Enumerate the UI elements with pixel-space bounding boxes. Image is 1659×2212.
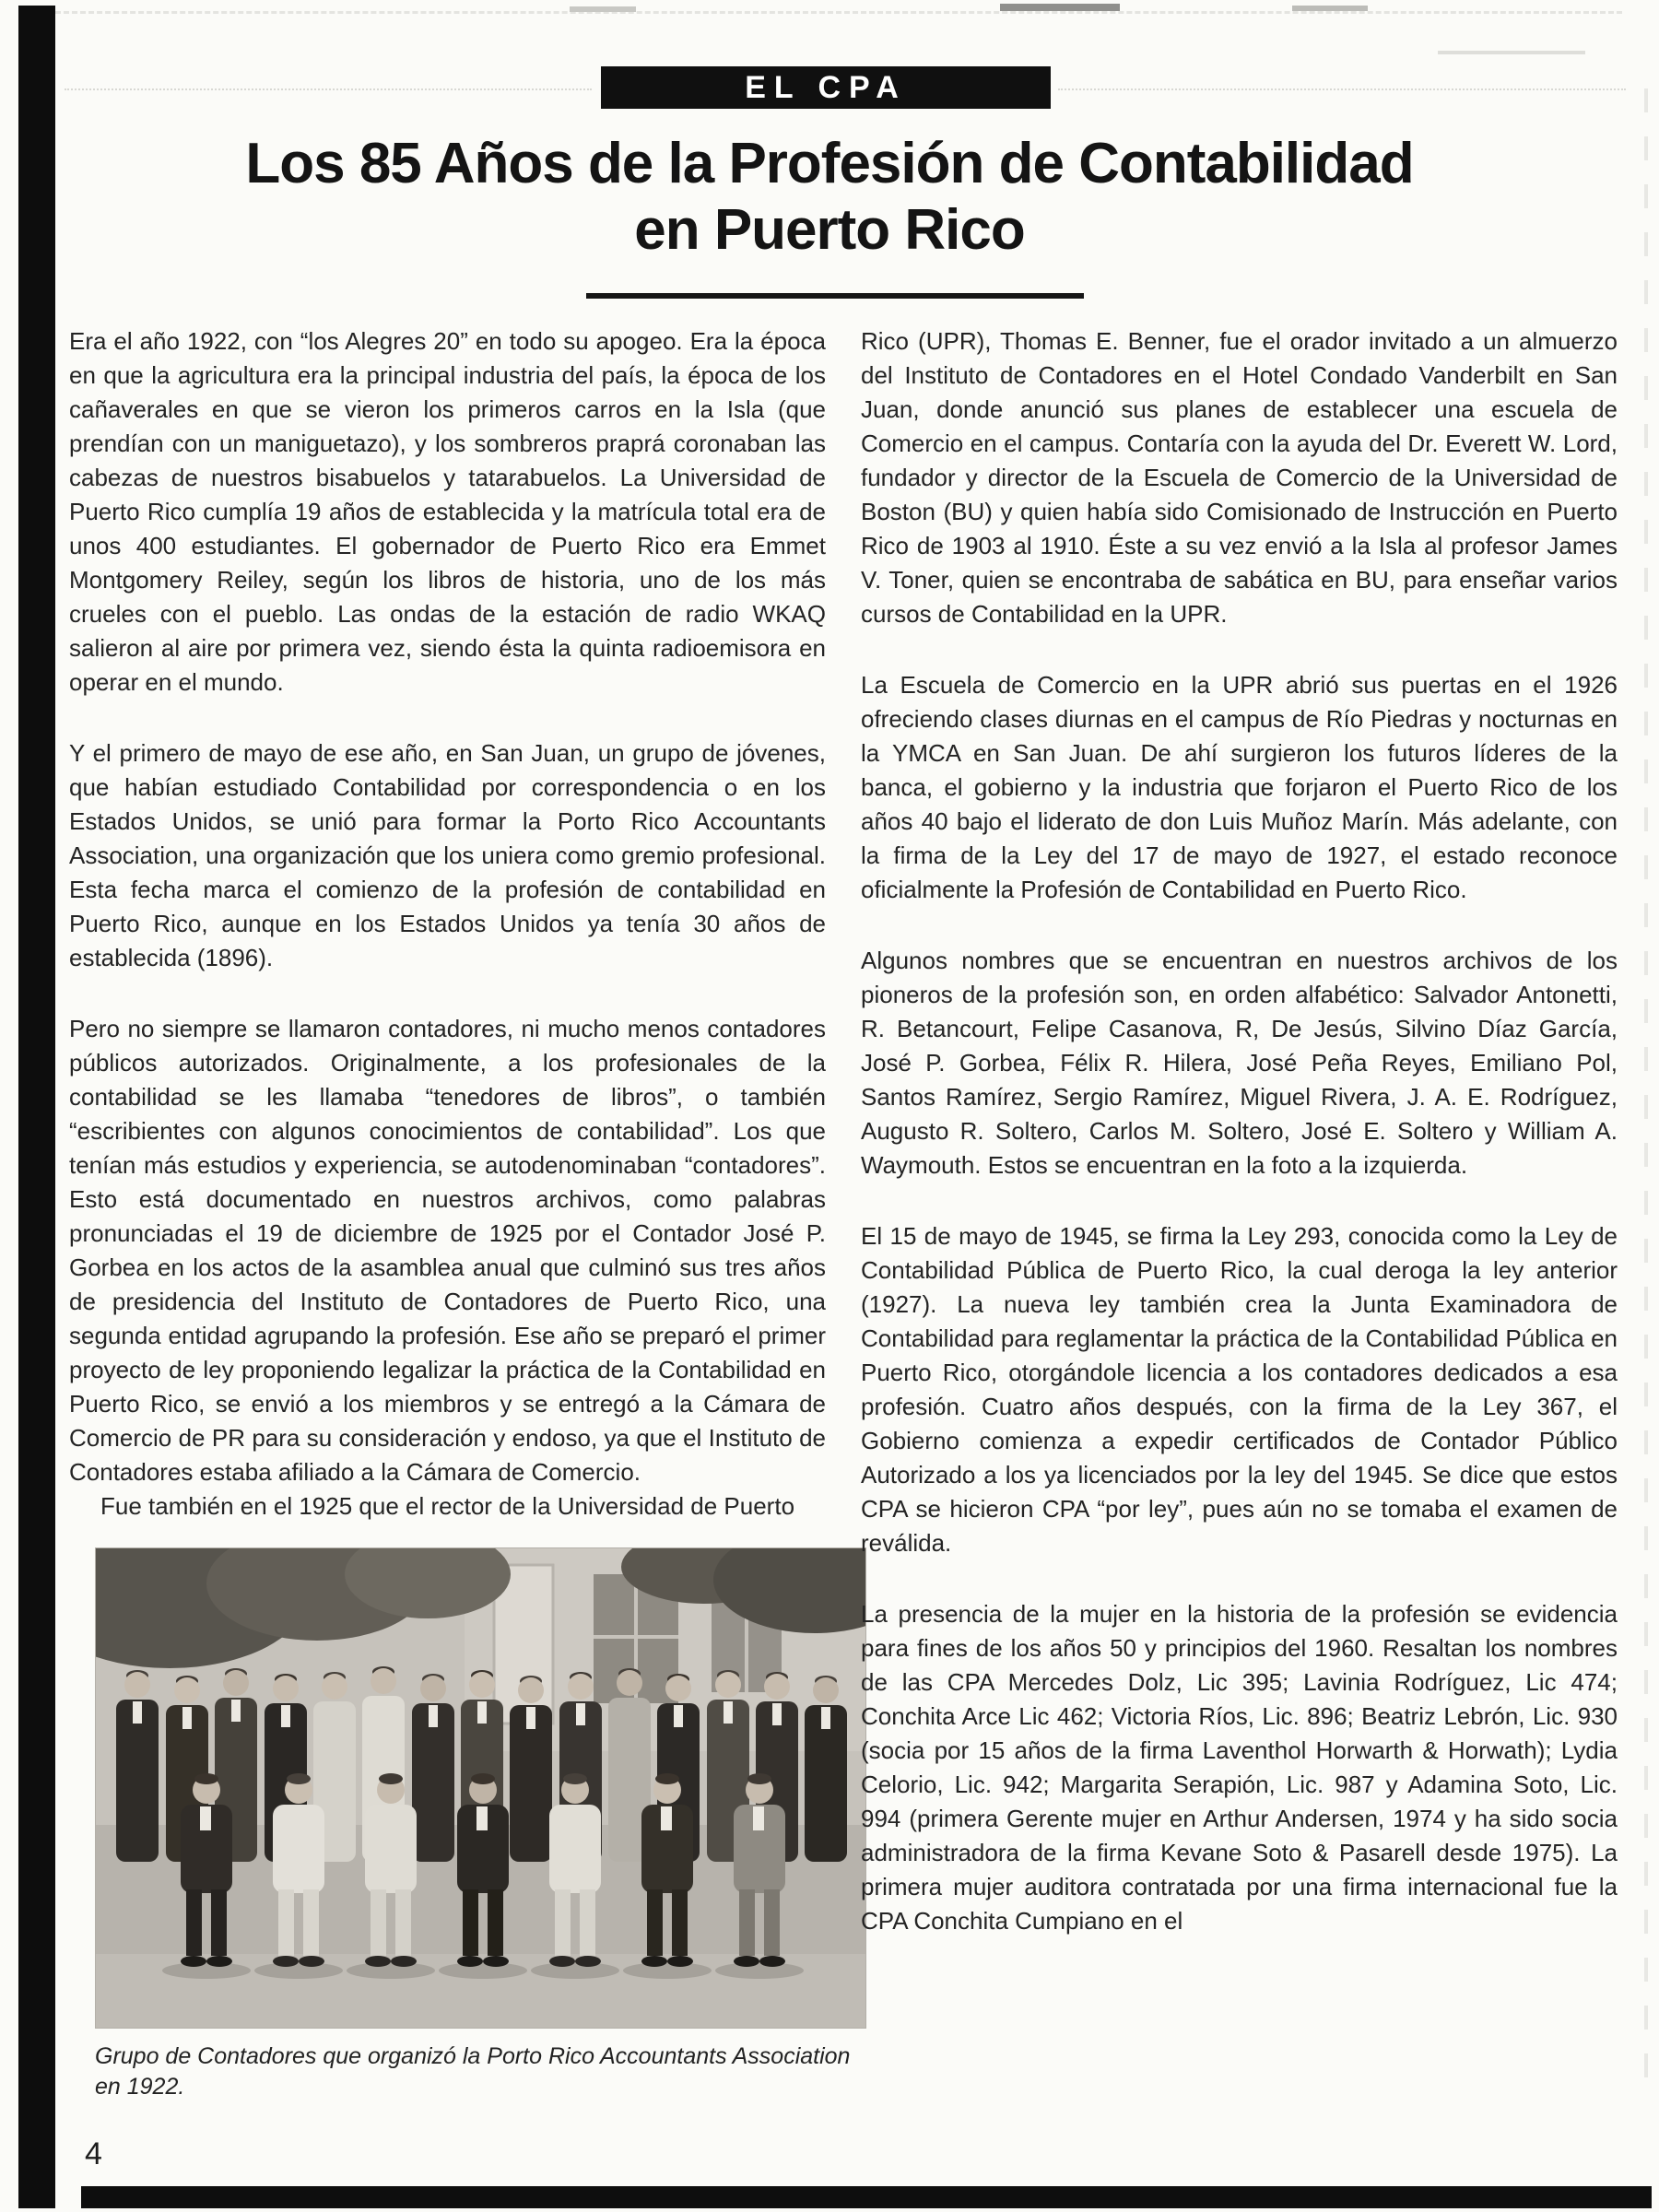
section-banner [601,66,1051,109]
page-number: 4 [85,2136,102,2171]
right-column [861,324,1618,2102]
article-title-line2: en Puerto Rico [634,197,1025,262]
scan-artifact [1644,65,1648,2092]
article-body [69,324,1618,2102]
scan-artifact [1000,4,1120,11]
section-banner-label: EL CPA [745,69,907,105]
article-title-line1: Los 85 Años de la Profesión de Contabilidad [245,132,1414,195]
left-column [69,324,851,2102]
scan-artifact [1292,6,1368,11]
photo-caption: Grupo de Contadores que organizó la Porto Rico Accountants Association en 1922. [95,2043,851,2100]
paragraph: El 15 de mayo de 1945, se firma la Ley 293, conocida como la Ley de Contabilidad Pública de Puerto Rico, la cual deroga la ley anterior (1927). La nueva ley también crea la Junta Examinadora de Contabilidad para reglamentar la práctica de la Contabilidad Pública en Puerto Rico, otorgándole licencia a los contadores dedicados a esa profesión. Cuatro años después, con la firma de la Ley 367, el Gobierno comienza a expedir certificados de Contador Público Autorizado a los ya licenciados por la ley del 1945. Se dice que estos CPA se hicieron CPA “por ley”, pues aún no se tomaba el examen de reválida. [861,1222,1618,1557]
banner-rule-right [1058,88,1626,90]
paragraph: Era el año 1922, con “los Alegres 20” en todo su apogeo. Era la época en que la agricultura era la principal industria del país, la época de los cañaverales en que se vieron los primeros carros en la Isla (que prendían con un maniguetazo), y los sombreros praprá coronaban las cabezas de nuestros bisabuelos y tatarabuelos. La Universidad de Puerto Rico cumplía 19 años de establecida y la matrícula total era de unos 400 estudiantes. El gobernador de Puerto Rico era Emmet Montgomery Reiley, según los libros de historia, uno de los más crueles con el pueblo. Las ondas de la estación de radio WKAQ salieron al aire por primera vez, siendo ésta la quinta radioemisora en operar en el mundo. [69,327,826,696]
group-photo-image [95,1547,866,2029]
article-title [0,131,1659,264]
left-border-bar [18,6,55,2208]
paragraph: La presencia de la mujer en la historia de la profesión se evidencia para fines de los años 50 y principios del 1960. Resaltan los nombres de las CPA Mercedes Dolz, Lic 395; Lavinia Rodríguez, Lic 474; Conchita Arce Lic 462; Victoria Ríos, Lic. 896; Beatriz Lebrón, Lic. 930 (socia por 15 años de la firma Laventhol Horwarth & Horwath); Lydia Celorio, Lic. 942; Margarita Serapión, Lic. 987 y Adamina Soto, Lic. 994 (primera Gerente mujer en Arthur Andersen, 1974 y ha sido socia administradora de la firma Kevane Soto & Pasarell desde 1975). La primera mujer auditora contratada por una firma internacional fue la CPA Conchita Cumpiano en el [861,1600,1618,1935]
group-photo-figure [95,1547,865,2102]
paragraph: Pero no siempre se llamaron contadores, ni mucho menos contadores públicos autorizados. Originalmente, a los profesionales de la contabilidad se les llamaba “tenedores de libros”, o también “escribientes con algunos conocimientos de contabilidad”. Los que tenían más estudios y experiencia, se autodenominaban “contadores”. Esto está documentado en nuestros archivos, como palabras pronunciadas el 19 de diciembre de 1925 por el Contador José P. Gorbea en los actos de la asamblea anual que culminó sus tres años de presidencia del Instituto de Contadores de Puerto Rico, una segunda entidad agrupando la profesión. Ese año se preparó el primer proyecto de ley proponiendo legalizar la práctica de la Contabilidad en Puerto Rico, se envió a los miembros y se entregó a la Cámara de Comercio de PR para su consideración y endoso, ya que el Instituto de Contadores estaba afiliado a la Cámara de Comercio. [69,1015,826,1486]
banner-rule-left [65,88,592,90]
scan-artifact [570,6,636,12]
paragraph: Y el primero de mayo de ese año, en San Juan, un grupo de jóvenes, que habían estudiado Contabilidad por correspondencia o en los Estados Unidos, se unió para formar la Porto Rico Accountants Association, una organización que los uniera como gremio profesional. Esta fecha marca el comienzo de la profesión de contabilidad en Puerto Rico, aunque en los Estados Unidos ya tenía 30 años de establecida (1896). [69,739,826,971]
bottom-border-bar [81,2186,1652,2208]
title-underline [586,293,1084,299]
paragraph: Algunos nombres que se encuentran en nuestros archivos de los pioneros de la profesión son, en orden alfabético: Salvador Antonetti, R. Betancourt, Felipe Casanova, R, De Jesús, Silvino Díaz García, José P. Gorbea, Félix R. Hilera, José Peña Reyes, Emiliano Pol, Santos Ramírez, Sergio Ramírez, Miguel Rivera, J. A. E. Rodríguez, Augusto R. Soltero, Carlos M. Soltero, José E. Soltero y William A. Waymouth. Estos se encuentran en la foto a la izquierda. [861,947,1618,1179]
paragraph: Fue también en el 1925 que el rector de la Universidad de Puerto [100,1492,795,1520]
paragraph: La Escuela de Comercio en la UPR abrió sus puertas en el 1926 ofreciendo clases diurnas en el campus de Río Piedras y nocturnas en la YMCA en San Juan. De ahí surgieron los futuros líderes de la banca, el gobierno y la industria que forjaron el Puerto Rico de los años 40 bajo el liderato de don Luis Muñoz Marín. Más adelante, con la firma de la Ley del 17 de mayo de 1927, el estado reconoce oficialmente la Profesión de Contabilidad en Puerto Rico. [861,671,1618,903]
scan-artifact [55,11,1622,14]
paragraph: Rico (UPR), Thomas E. Benner, fue el orador invitado a un almuerzo del Instituto de Contadores en el Hotel Condado Vanderbilt en San Juan, donde anunció sus planes de establecer una escuela de Comercio en el campus. Contaría con la ayuda del Dr. Everett W. Lord, fundador y director de la Escuela de Comercio de la Universidad de Boston (BU) y quien había sido Comisionado de Instrucción en Puerto Rico de 1903 al 1910. Éste a su vez envió a la Isla al profesor James V. Toner, quien se encontraba de sabática en BU, para enseñar varios cursos de Contabilidad en la UPR. [861,327,1618,628]
scan-artifact [1438,51,1585,54]
